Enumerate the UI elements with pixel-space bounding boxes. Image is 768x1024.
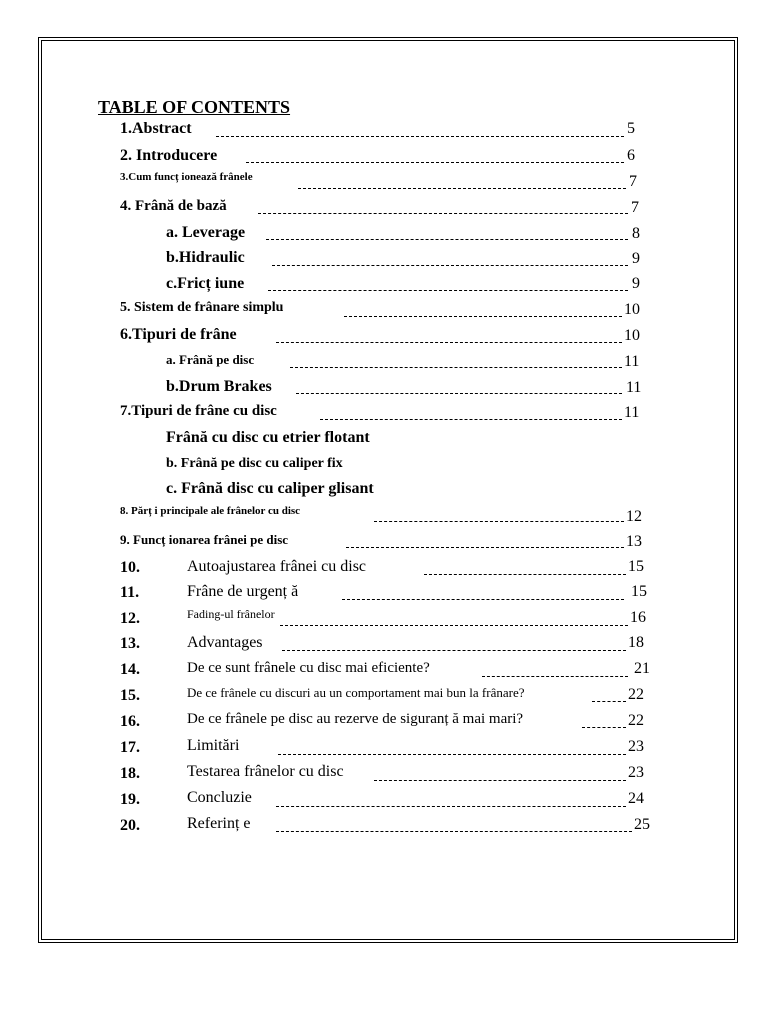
toc-entry-page: 11: [624, 404, 640, 421]
toc-entry-label: 5. Sistem de frânare simplu: [120, 300, 284, 315]
toc-entry-label: Frâne de urgenț ă: [187, 583, 299, 600]
toc-entry-label: b.Drum Brakes: [166, 378, 272, 395]
toc-entry-label: 6.Tipuri de frâne: [120, 326, 237, 343]
toc-entry-page: 10: [624, 327, 640, 344]
toc-entry-number: 20.: [120, 817, 140, 834]
toc-leader: [246, 162, 624, 163]
toc-leader: [482, 676, 628, 677]
toc-entry-page: 12: [626, 508, 642, 525]
toc-leader: [344, 316, 622, 317]
toc-entry-page: 9: [632, 250, 640, 267]
toc-leader: [278, 754, 626, 755]
toc-entry-number: 12.: [120, 610, 140, 627]
toc-entry-page: 8: [632, 225, 640, 242]
toc-entry-label: 4. Frână de bază: [120, 198, 227, 214]
toc-entry-label: b. Frână pe disc cu caliper fix: [166, 456, 343, 471]
toc-entry-label: 7.Tipuri de frâne cu disc: [120, 403, 277, 419]
toc-entry-page: 23: [628, 764, 644, 781]
toc-entry-label: Concluzie: [187, 789, 252, 806]
toc-leader: [216, 136, 624, 137]
toc-leader: [268, 290, 628, 291]
toc-entry-number: 14.: [120, 661, 140, 678]
toc-entry-label: a. Leverage: [166, 224, 246, 241]
toc-entry-number: 18.: [120, 765, 140, 782]
toc-leader: [272, 265, 628, 266]
toc-entry-page: 22: [628, 712, 644, 729]
toc-leader: [282, 650, 626, 651]
toc-entry-page: 15: [628, 558, 644, 575]
toc-leader: [424, 574, 626, 575]
toc-entry-page: 11: [624, 353, 640, 370]
toc-entry-page: 24: [628, 790, 644, 807]
toc-leader: [374, 521, 624, 522]
toc-entry-number: 16.: [120, 713, 140, 730]
toc-entry-page: 18: [628, 634, 644, 651]
toc-entry-page: 6: [627, 147, 635, 164]
toc-entry-label: 9. Funcț ionarea frânei pe disc: [120, 532, 289, 547]
toc-leader: [276, 342, 622, 343]
toc-entry-label: b.Hidraulic: [166, 249, 245, 266]
toc-entry-label: 3.Cum funcț ionează frânele: [120, 171, 253, 183]
toc-entry-label: De ce frânele pe disc au rezerve de siguranț ă mai mari?: [187, 711, 524, 727]
toc-entry-number: 11.: [120, 584, 140, 601]
toc-entry-page: 9: [632, 275, 640, 292]
toc-leader: [374, 780, 626, 781]
toc-leader: [266, 239, 628, 240]
toc-leader: [280, 625, 628, 626]
toc-entry-label: 2. Introducere: [120, 147, 218, 164]
toc-leader: [320, 419, 622, 420]
toc-leader: [296, 393, 622, 394]
toc-entry-label: Limitări: [187, 737, 240, 754]
toc-entry-page: 7: [631, 199, 639, 216]
toc-entry-number: 10.: [120, 559, 140, 576]
toc-entry-page: 16: [630, 609, 646, 626]
toc-entry-label: 8. Părț i principale ale frânelor cu disc: [120, 505, 301, 517]
toc-entry-page: 10: [624, 301, 640, 318]
toc-entry-page: 11: [626, 379, 642, 396]
toc-entry-label: a. Frână pe disc: [166, 352, 255, 367]
toc-entry-label: Autoajustarea frânei cu disc: [187, 558, 367, 575]
toc-leader: [298, 188, 626, 189]
toc-entry-number: 13.: [120, 635, 140, 652]
toc-entry-label: Advantages: [187, 634, 263, 651]
toc-leader: [276, 831, 632, 832]
toc-entry-page: 23: [628, 738, 644, 755]
toc-entry-page: 21: [634, 660, 650, 677]
toc-entry-page: 15: [631, 583, 647, 600]
toc-entry-page: 13: [626, 533, 642, 550]
toc-leader: [258, 213, 628, 214]
toc-entry-page: 7: [629, 173, 637, 190]
toc-leader: [290, 367, 622, 368]
toc-entry-number: 17.: [120, 739, 140, 756]
toc-entry-number: 15.: [120, 687, 140, 704]
toc-entry-label: 1.Abstract: [120, 120, 192, 137]
toc-entry-page: 22: [628, 686, 644, 703]
toc-entry-label: c.Fricț iune: [166, 275, 245, 292]
toc-entry-label: c. Frână disc cu caliper glisant: [166, 480, 374, 497]
toc-entry-number: 19.: [120, 791, 140, 808]
toc-leader: [346, 547, 624, 548]
toc-leader: [342, 599, 624, 600]
toc-entry-label: Testarea frânelor cu disc: [187, 763, 344, 780]
toc-leader: [582, 727, 626, 728]
toc-entry-label: Fading-ul frânelor: [187, 607, 275, 621]
toc-entry-label: De ce sunt frânele cu disc mai eficiente?: [187, 660, 430, 676]
toc-leader: [592, 701, 626, 702]
toc-title: TABLE OF CONTENTS: [98, 97, 291, 117]
toc-entry-label: Referinț e: [187, 815, 251, 832]
toc-entry-page: 5: [627, 120, 635, 137]
toc-entry-label: De ce frânele cu discuri au un comportament mai bun la frânare?: [187, 685, 525, 700]
toc-leader: [276, 806, 626, 807]
toc-entry-label: Frână cu disc cu etrier flotant: [166, 429, 370, 446]
toc-entry-page: 25: [634, 816, 650, 833]
